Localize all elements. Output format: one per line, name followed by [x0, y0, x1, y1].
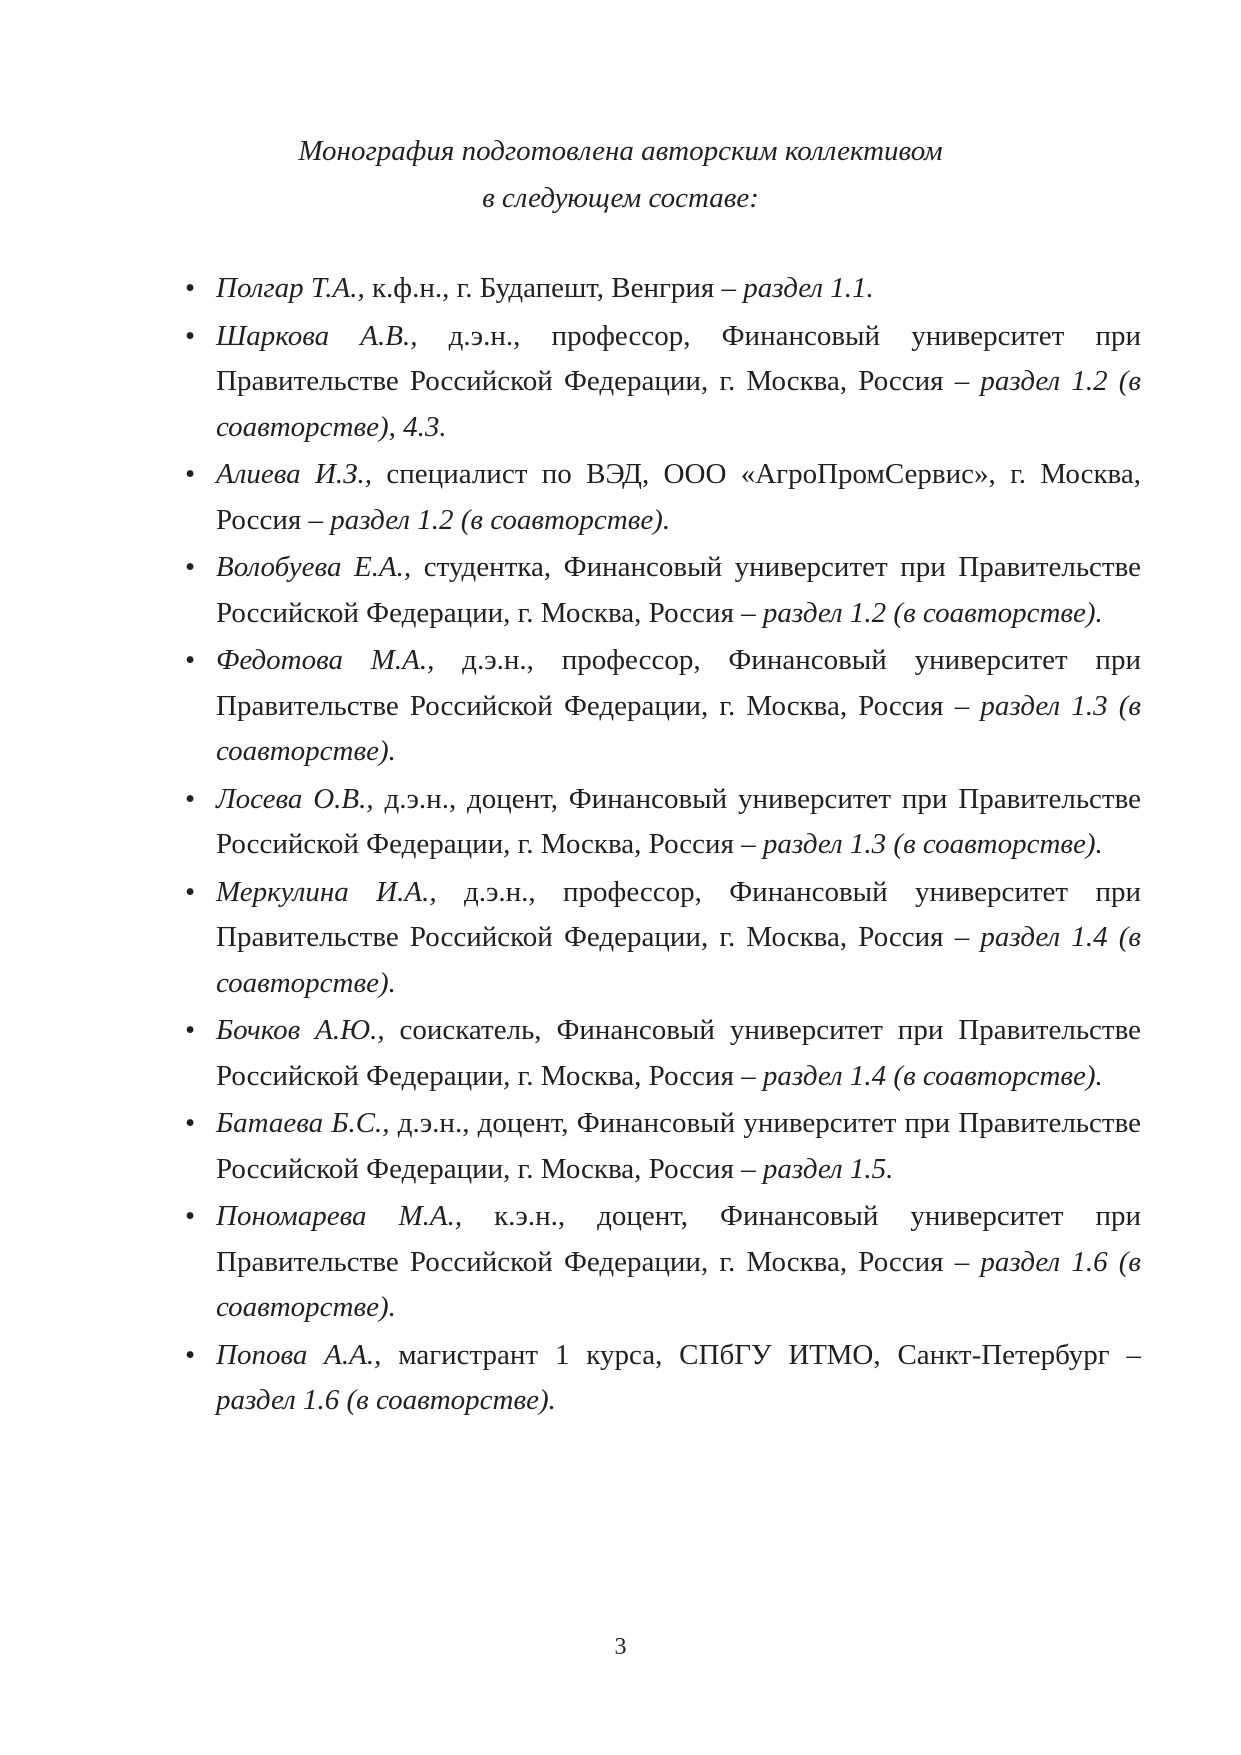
author-item: [185, 1101, 1141, 1192]
author-item: [185, 545, 1141, 636]
author-details: соискатель, Финансовый университет при Правительстве Российской Федерации, г. Москва, Россия –: [216, 1014, 1141, 1092]
author-name: Федотова М.А.,: [216, 644, 435, 676]
bullet-icon: •: [185, 1014, 196, 1046]
author-section: раздел 1.4 (в соавторстве).: [762, 1059, 1103, 1092]
author-details: д.э.н., профессор, Финансовый университет при Правительстве Российской Федерации, г. Москва, Россия –: [216, 319, 1141, 397]
author-section: раздел 1.4 (в соавторстве).: [216, 921, 1141, 999]
page-heading: [0, 128, 1241, 222]
bullet-icon: •: [185, 551, 196, 583]
author-section: раздел 1.6 (в соавторстве).: [216, 1245, 1141, 1323]
author-details: к.э.н., доцент, Финансовый университет при Правительстве Российской Федерации, г. Москва, Россия –: [216, 1200, 1141, 1278]
author-section: раздел 1.3 (в соавторстве).: [216, 689, 1141, 767]
author-details: студентка, Финансовый университет при Правительстве Российской Федерации, г. Москва, Россия –: [216, 551, 1141, 629]
bullet-icon: •: [185, 782, 196, 815]
author-name: Шаркова А.В.,: [216, 319, 418, 352]
bullet-icon: •: [185, 272, 196, 304]
author-section: раздел 1.1.: [743, 272, 874, 304]
author-details: д.э.н., доцент, Финансовый университет при Правительстве Российской Федерации, г. Москва, Россия –: [216, 1107, 1141, 1185]
author-name: Полгар Т.А.,: [216, 272, 365, 304]
bullet-icon: •: [185, 644, 196, 676]
author-name: Волобуева Е.А.,: [216, 551, 412, 583]
author-section: раздел 1.2 (в соавторстве).: [330, 503, 671, 536]
author-name: Лосева О.В.,: [216, 782, 374, 815]
author-name: Алиева И.З.,: [216, 458, 373, 490]
author-details: д.э.н., профессор, Финансовый университет при Правительстве Российской Федерации, г. Москва, Россия –: [216, 875, 1141, 953]
bullet-icon: •: [185, 1200, 196, 1232]
author-item: [185, 452, 1141, 543]
author-name: Меркулина И.А.,: [216, 875, 437, 908]
author-item: [185, 266, 1141, 312]
author-details: магистрант 1 курса, СПбГУ ИТМО, Санкт-Петербург –: [381, 1338, 1141, 1371]
author-name: Попова А.А.,: [216, 1338, 382, 1371]
bullet-icon: •: [185, 1338, 196, 1371]
author-list: [185, 266, 1141, 1426]
author-details: к.ф.н., г. Будапешт, Венгрия –: [364, 272, 744, 304]
author-section: раздел 1.5.: [762, 1152, 894, 1185]
author-section: раздел 1.3 (в соавторстве).: [762, 828, 1103, 860]
author-item: [185, 638, 1141, 775]
heading-line-1: Монография подготовлена авторским коллективом: [298, 135, 943, 167]
author-details: специалист по ВЭД, ООО «АгроПромСервис», г. Москва, Россия –: [216, 458, 1141, 536]
bullet-icon: •: [185, 875, 196, 908]
author-item: [185, 314, 1141, 451]
author-details: д.э.н., профессор, Финансовый университет при Правительстве Российской Федерации, г. Москва, Россия –: [216, 644, 1141, 722]
author-section: раздел 1.2 (в соавторстве).: [762, 596, 1103, 629]
author-item: [185, 777, 1141, 868]
author-section: раздел 1.6 (в соавторстве).: [216, 1384, 556, 1416]
author-name: Батаева Б.С.,: [216, 1107, 390, 1139]
author-item: [185, 870, 1141, 1007]
author-details: д.э.н., доцент, Финансовый университет при Правительстве Российской Федерации, г. Москва, Россия –: [216, 782, 1141, 860]
page-number: 3: [614, 1634, 627, 1660]
bullet-icon: •: [185, 1107, 196, 1139]
author-item: [185, 1333, 1141, 1424]
author-section: раздел 1.2 (в соавторстве), 4.3.: [216, 365, 1141, 443]
author-item: [185, 1194, 1141, 1331]
author-name: Бочков А.Ю.,: [216, 1014, 385, 1046]
bullet-icon: •: [185, 458, 196, 490]
author-name: Пономарева М.А.,: [216, 1200, 463, 1232]
bullet-icon: •: [185, 319, 196, 352]
heading-line-2: в следующем составе:: [482, 182, 759, 214]
author-item: [185, 1008, 1141, 1099]
